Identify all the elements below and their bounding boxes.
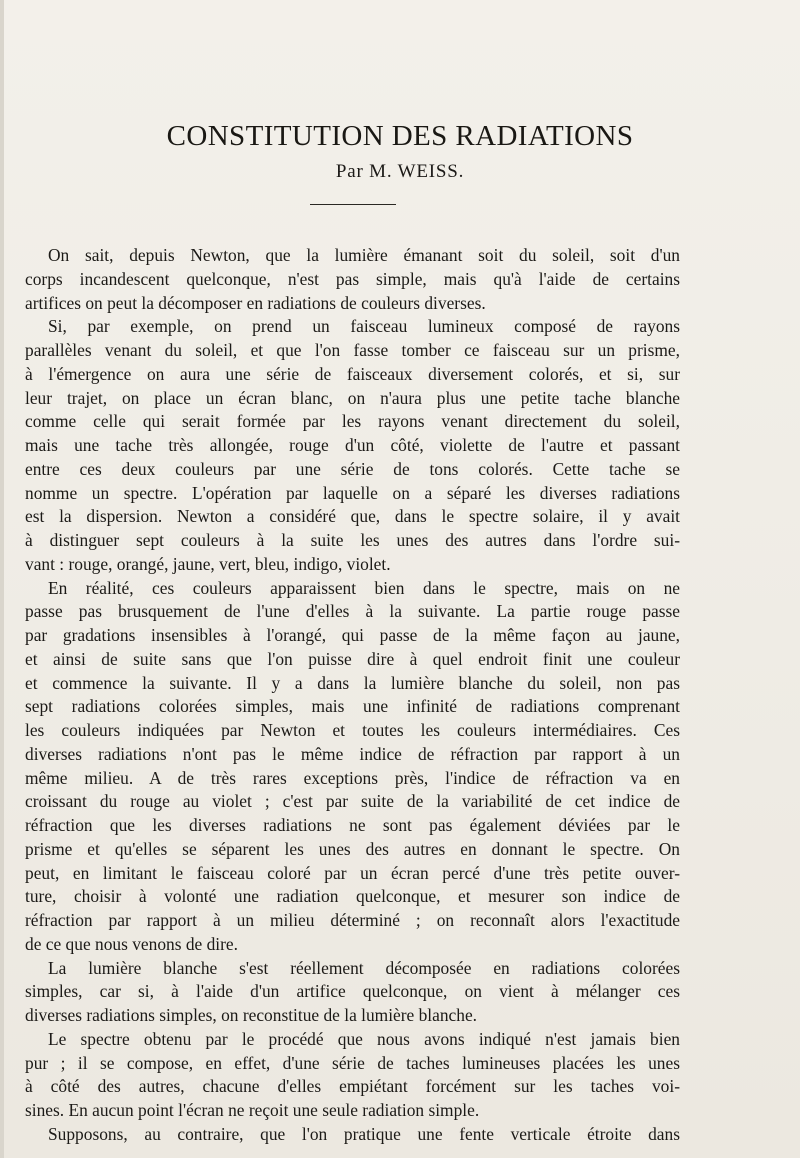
article-title: CONSTITUTION DES RADIATIONS <box>166 120 634 152</box>
text-line: et ainsi de suite sans que l'on puisse dire à quel endroit finit une couleur <box>25 648 680 669</box>
text-line: Supposons, au contraire, que l'on pratique une fente verticale étroite dans <box>48 1123 680 1144</box>
text-line: réfraction que les diverses radiations ne sont pas également déviées par le <box>25 815 680 835</box>
text-line: comme celle qui serait formée par les rayons venant directement du soleil, <box>25 411 680 432</box>
title-divider <box>310 204 396 205</box>
text-line: La lumière blanche s'est réellement décomposée en radiations colorées <box>48 957 680 978</box>
text-line: En réalité, ces couleurs apparaissent bien dans le spectre, mais on ne <box>48 577 680 598</box>
text-line: de ce que nous venons de dire. <box>25 933 238 954</box>
text-line: sept radiations colorées simples, mais une infinité de radiations comprenant <box>25 696 680 717</box>
text-line: peut, en limitant le faisceau coloré par un écran percé d'une très petite ouver- <box>25 862 680 883</box>
article-body <box>25 244 680 1147</box>
text-line: à côté des autres, chacune d'elles empiétant forcément sur les taches voi- <box>25 1076 680 1097</box>
text-line: est la dispersion. Newton a considéré que, dans le spectre solaire, il y avait <box>25 506 680 527</box>
text-line: croissant du rouge au violet ; c'est par suite de la variabilité de cet indice de <box>25 791 680 812</box>
text-line: réfraction par rapport à un milieu déterminé ; on reconnaît alors l'exactitude <box>25 910 680 930</box>
text-line: ture, choisir à volonté une radiation quelconque, et mesurer son indice de <box>25 886 680 907</box>
text-line: diverses radiations n'ont pas le même indice de réfraction par rapport à un <box>25 743 680 764</box>
text-line: mais une tache très allongée, rouge d'un côté, violette de l'autre et passant <box>25 435 680 455</box>
text-line: les couleurs indiquées par Newton et toutes les couleurs intermédiaires. Ces <box>25 720 680 740</box>
text-line: entre ces deux couleurs par une série de tons colorés. Cette tache se <box>25 458 680 479</box>
text-line: sines. En aucun point l'écran ne reçoit une seule radiation simple. <box>25 1100 480 1120</box>
text-line: à l'émergence on aura une série de faisceaux diversement colorés, et si, sur <box>25 363 680 384</box>
text-line: leur trajet, on place un écran blanc, on n'aura plus une petite tache blanche <box>25 387 680 408</box>
text-line: Le spectre obtenu par le procédé que nous avons indiqué n'est jamais bien <box>48 1028 680 1049</box>
text-line: et commence la suivante. Il y a dans la lumière blanche du soleil, non pas <box>25 672 680 693</box>
text-line: Si, par exemple, on prend un faisceau lumineux composé de rayons <box>48 316 680 337</box>
text-line: pur ; il se compose, en effet, d'une série de taches lumineuses placées les unes <box>25 1052 680 1073</box>
text-line: artifices on peut la décomposer en radiations de couleurs diverses. <box>25 292 486 313</box>
text-line: même milieu. A de très rares exceptions près, l'indice de réfraction va en <box>25 767 680 788</box>
text-line: passe pas brusquement de l'une d'elles à la suivante. La partie rouge passe <box>25 601 680 622</box>
text-line: diverses radiations simples, on reconstitue de la lumière blanche. <box>25 1005 478 1025</box>
text-line: nomme un spectre. L'opération par laquelle on a séparé les diverses radiations <box>25 482 680 503</box>
text-line: prisme et qu'elles se séparent les unes des autres en donnant le spectre. On <box>25 838 680 859</box>
text-line: à distinguer sept couleurs à la suite les unes des autres dans l'ordre sui- <box>25 530 680 550</box>
text-line: par gradations insensibles à l'orangé, qui passe de la même façon au jaune, <box>25 625 680 645</box>
text-line: simples, car si, à l'aide d'un artifice quelconque, on vient à mélanger ces <box>25 981 680 1002</box>
text-line: corps incandescent quelconque, n'est pas simple, mais qu'à l'aide de certains <box>25 268 680 289</box>
text-line: On sait, depuis Newton, que la lumière émanant soit du soleil, soit d'un <box>48 245 680 265</box>
text-line: parallèles venant du soleil, et que l'on fasse tomber ce faisceau sur un prisme, <box>25 340 680 360</box>
article-author: Par M. WEISS. <box>335 161 465 182</box>
text-line: vant : rouge, orangé, jaune, vert, bleu, indigo, violet. <box>25 553 391 574</box>
